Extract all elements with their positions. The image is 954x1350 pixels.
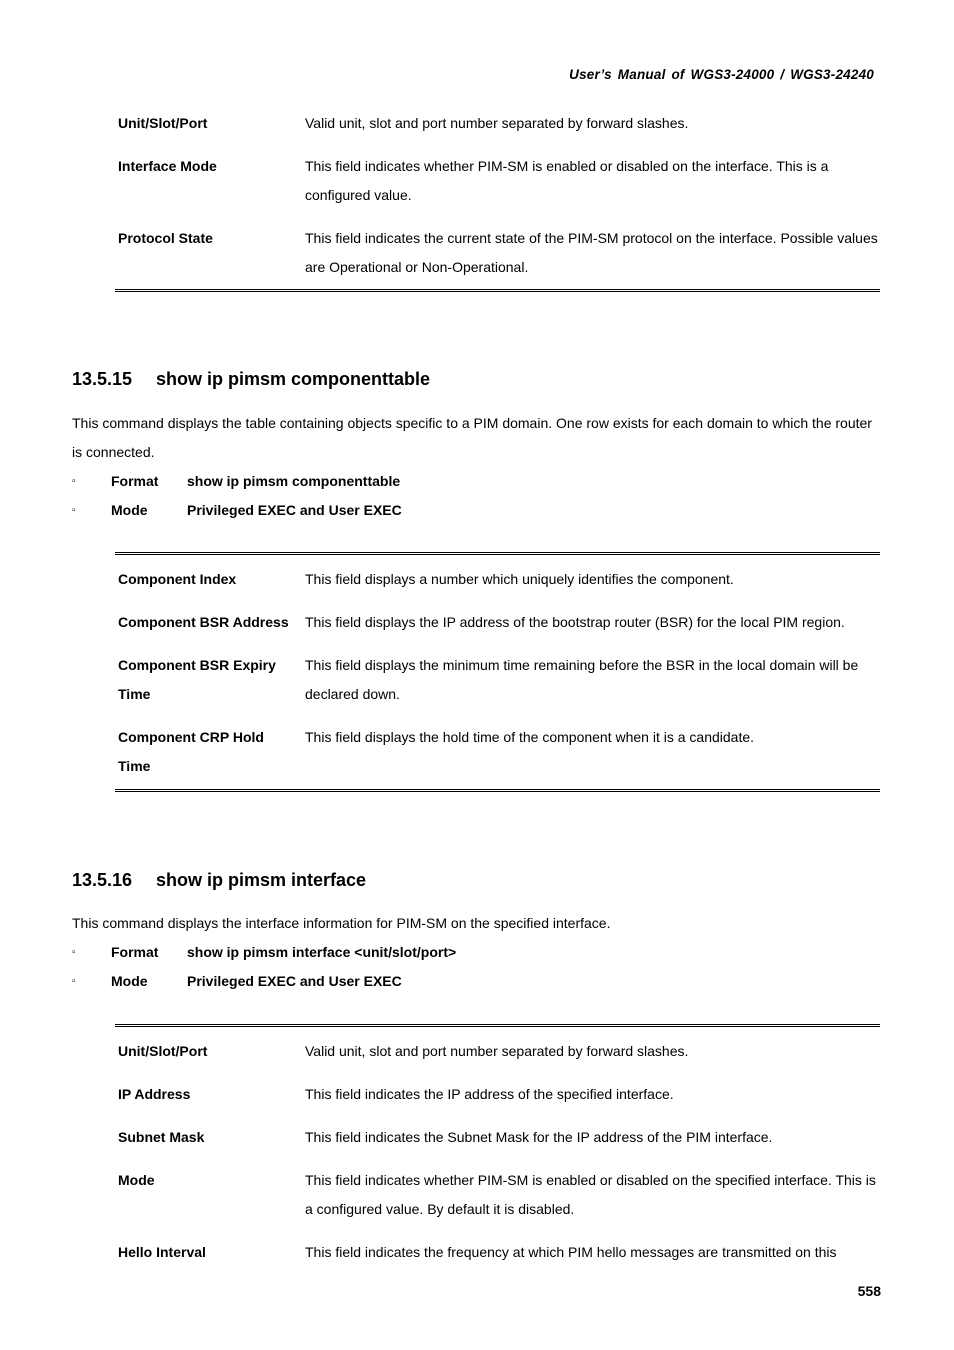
format-label: Format [111, 473, 159, 489]
table-row [115, 152, 880, 224]
section-intro: This command displays the interface information for PIM-SM on the specified interface. [72, 915, 611, 931]
field-description: Valid unit, slot and port number separated by forward slashes. [305, 115, 689, 131]
table-row [115, 1123, 880, 1166]
format-label: Format [111, 944, 159, 960]
bullet-square-icon: ▫ [72, 947, 76, 958]
field-table-interface [115, 1037, 880, 1267]
bullet-square-icon: ▫ [72, 976, 76, 987]
section-title: show ip pimsm interface [156, 870, 367, 890]
section-intro: This command displays the table containing objects specific to a PIM domain. One row exists for each domain to which the router is connected. [72, 415, 872, 460]
field-label: IP Address [118, 1086, 191, 1102]
mode-value: Privileged EXEC and User EXEC [187, 973, 402, 989]
table-row [115, 651, 880, 723]
bullet-square-icon: ▫ [72, 476, 76, 487]
page-number: 558 [857, 1283, 881, 1299]
table-row [115, 565, 880, 608]
table-top-rule [115, 1024, 880, 1027]
field-label: Unit/Slot/Port [118, 115, 208, 131]
field-label: Component BSR Expiry Time [118, 657, 276, 702]
table-bottom-rule [115, 789, 880, 792]
mode-value: Privileged EXEC and User EXEC [187, 502, 402, 518]
table-row [115, 723, 880, 781]
table-top-rule [115, 552, 880, 555]
field-description: This field indicates the IP address of the specified interface. [305, 1086, 674, 1102]
field-description: This field displays the minimum time remaining before the BSR in the local domain will be declared down. [305, 657, 859, 702]
table-row [115, 224, 880, 282]
field-description: This field indicates the frequency at which PIM hello messages are transmitted on this [305, 1244, 837, 1260]
table-row [115, 1166, 880, 1238]
section-heading [72, 369, 430, 390]
field-label: Component BSR Address [118, 614, 289, 630]
mode-label: Mode [111, 502, 148, 518]
table-row [115, 1037, 880, 1080]
table-bottom-rule [115, 289, 880, 292]
format-value: show ip pimsm componenttable [187, 473, 401, 489]
field-label: Component Index [118, 571, 237, 587]
field-description: This field displays the IP address of the bootstrap router (BSR) for the local PIM region. [305, 614, 845, 630]
field-description: This field displays the hold time of the component when it is a candidate. [305, 729, 755, 745]
running-header: User’s Manual of WGS3-24000 / WGS3-24240 [569, 67, 874, 82]
field-table-interface-summary [115, 109, 880, 282]
bullet-square-icon: ▫ [72, 505, 76, 516]
field-label: Mode [118, 1172, 155, 1188]
field-description: This field indicates whether PIM-SM is enabled or disabled on the interface. This is a configured value. [305, 158, 829, 203]
section-heading [72, 870, 366, 891]
field-description: This field indicates the current state of the PIM-SM protocol on the interface. Possible values are Operational or Non-Operational. [305, 230, 878, 275]
field-description: This field indicates the Subnet Mask for the IP address of the PIM interface. [305, 1129, 773, 1145]
table-row [115, 1080, 880, 1123]
field-label: Protocol State [118, 230, 213, 246]
field-description: This field displays a number which uniquely identifies the component. [305, 571, 734, 587]
table-row [115, 608, 880, 651]
section-title: show ip pimsm componenttable [156, 369, 431, 389]
field-label: Unit/Slot/Port [118, 1043, 208, 1059]
field-description: This field indicates whether PIM-SM is enabled or disabled on the specified interface. This is a configured value. By default it is disabled. [305, 1172, 876, 1217]
mode-label: Mode [111, 973, 148, 989]
field-label: Hello Interval [118, 1244, 206, 1260]
section-number: 13.5.16 [72, 870, 133, 890]
table-row [115, 109, 880, 152]
field-table-componenttable [115, 565, 880, 781]
field-label: Component CRP Hold Time [118, 729, 264, 774]
table-row [115, 1238, 880, 1267]
section-number: 13.5.15 [72, 369, 133, 389]
format-value: show ip pimsm interface <unit/slot/port> [187, 944, 457, 960]
field-description: Valid unit, slot and port number separated by forward slashes. [305, 1043, 689, 1059]
field-label: Subnet Mask [118, 1129, 205, 1145]
field-label: Interface Mode [118, 158, 217, 174]
